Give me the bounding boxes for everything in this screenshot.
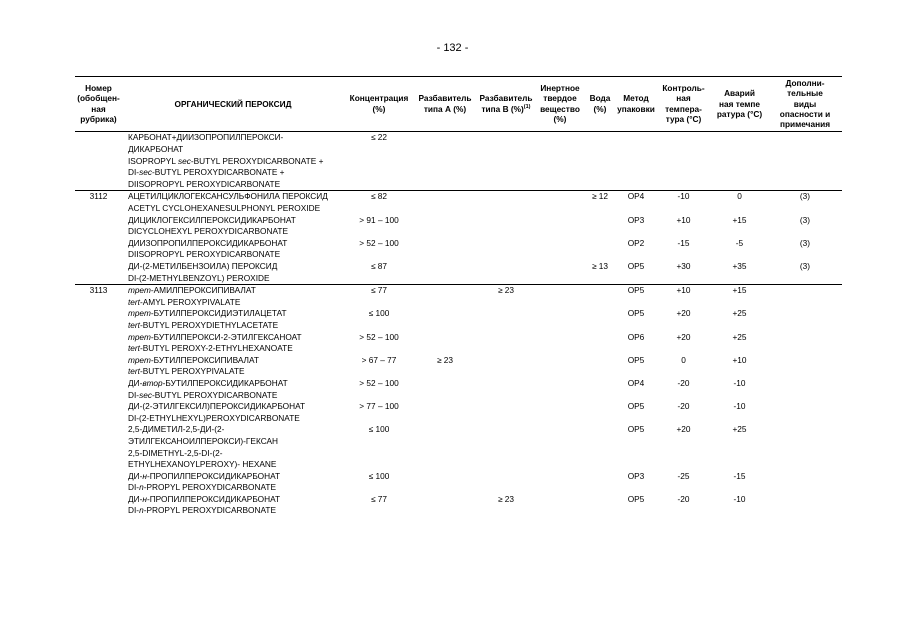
- name-line: DI-sec-BUTYL PEROXYDICARBONATE: [128, 389, 278, 400]
- name-line: КАРБОНАТ+ДИИЗОПРОПИЛПЕРОКСИ-: [128, 132, 284, 143]
- cell-inert: [536, 471, 584, 494]
- name-line: DI-n-PROPYL PEROXYDICARBONATE: [128, 505, 277, 516]
- cell-inert: [536, 261, 584, 285]
- cell-name: [122, 308, 344, 331]
- cell-diluent-a: [414, 401, 476, 424]
- header-line: упаковки: [617, 103, 655, 114]
- cell-name: [122, 471, 344, 494]
- cell-number: [75, 332, 122, 355]
- cell-emergency-temp: +25: [732, 308, 747, 319]
- cell-control-temp: -15: [677, 237, 690, 248]
- cell-concentration: ≤ 82: [344, 191, 414, 215]
- cell-concentration: > 52 – 100: [359, 377, 399, 388]
- table-row: [75, 401, 842, 424]
- name-line: tert-BUTYL PEROXYDIETHYLACETATE: [128, 319, 279, 330]
- header-line: типа А (%): [423, 103, 467, 114]
- cell-inert: [536, 494, 584, 517]
- table-header-row: [75, 77, 842, 132]
- name-line: tert-BUTYL PEROXYPIVALATE: [128, 366, 245, 377]
- header-line: (%): [593, 103, 607, 114]
- name-line: tert-BUTYL PEROXY-2-ETHYLHEXANOATE: [128, 343, 293, 354]
- cell-diluent-b: [476, 261, 536, 285]
- name-line: трет-БУТИЛПЕРОКСИПИВАЛАТ: [128, 354, 259, 365]
- name-line: ДИ-н-ПРОПИЛПЕРОКСИДИКАРБОНАТ: [128, 493, 281, 504]
- header-line: вещество: [540, 103, 580, 114]
- cell-water: [584, 132, 616, 191]
- cell-control-temp: -20: [677, 401, 690, 412]
- cell-notes: [768, 332, 842, 355]
- cell-diluent-b: [476, 332, 536, 355]
- cell-packing-method: [616, 132, 656, 191]
- cell-water: [584, 471, 616, 494]
- header-line: тура (°С): [665, 114, 702, 125]
- cell-name: [122, 378, 344, 401]
- cell-water: [584, 285, 616, 309]
- cell-concentration: ≤ 77: [370, 493, 388, 504]
- cell-diluent-a: [414, 215, 476, 238]
- cell-number: [75, 215, 122, 238]
- table-row: [75, 494, 842, 517]
- cell-number: [75, 424, 122, 470]
- cell-water: [584, 494, 616, 517]
- table-row: [75, 355, 842, 378]
- cell-control-temp: +30: [676, 261, 691, 272]
- cell-inert: [536, 378, 584, 401]
- name-line: DI-sec-BUTYL PEROXYDICARBONATE +: [128, 167, 285, 178]
- table-body: [75, 132, 842, 517]
- cell-concentration: > 52 – 100: [359, 331, 399, 342]
- cell-diluent-b: ≥ 23: [497, 493, 515, 504]
- cell-inert: [536, 238, 584, 261]
- name-line: ACETYL CYCLOHEXANESULPHONYL PEROXIDE: [128, 203, 321, 214]
- header-emergency-temp: [711, 77, 768, 132]
- table-row: [75, 471, 842, 494]
- cell-name: [122, 191, 344, 215]
- cell-inert: [536, 401, 584, 424]
- header-additional: [768, 77, 842, 132]
- cell-notes: [768, 285, 842, 309]
- cell-emergency-temp: +25: [732, 331, 747, 342]
- cell-name: [122, 132, 344, 191]
- cell-control-temp: [656, 132, 711, 191]
- header-line: Контроль-: [662, 83, 705, 94]
- cell-emergency-temp: +10: [732, 354, 747, 365]
- cell-name: [122, 261, 344, 285]
- name-line: DI-(2-ETHYLHEXYL)PEROXYDICARBONATE: [128, 412, 300, 423]
- cell-emergency-temp: 0: [711, 191, 768, 215]
- table-row: [75, 191, 842, 215]
- cell-control-temp: +20: [676, 308, 691, 319]
- cell-number: 3112: [75, 191, 122, 215]
- header-line: Разбавитель: [418, 93, 472, 104]
- cell-concentration: ≤ 87: [370, 261, 388, 272]
- name-line: ЭТИЛГЕКСАНОИЛПЕРОКСИ)-ГЕКСАН: [128, 435, 279, 446]
- cell-packing-method: OP5: [627, 354, 645, 365]
- name-line: ДИКАРБОНАТ: [128, 144, 184, 155]
- cell-diluent-b: [476, 238, 536, 261]
- cell-water: ≥ 13: [591, 261, 609, 272]
- cell-number: [75, 355, 122, 378]
- cell-emergency-temp: +25: [732, 424, 747, 435]
- cell-emergency-temp: -10: [733, 377, 746, 388]
- cell-notes: [768, 401, 842, 424]
- cell-notes: (3): [799, 237, 811, 248]
- footnote-ref: (1): [523, 103, 531, 110]
- cell-water: [584, 378, 616, 401]
- header-line: ная: [676, 93, 691, 104]
- header-name: ОРГАНИЧЕСКИЙ ПЕРОКСИД: [174, 98, 292, 109]
- header-line: опасности и: [779, 108, 831, 119]
- cell-number: [75, 132, 122, 191]
- cell-concentration: ≤ 100: [368, 424, 390, 435]
- cell-diluent-a: [414, 261, 476, 285]
- cell-control-temp: -20: [677, 377, 690, 388]
- name-line: АЦЕТИЛЦИКЛОГЕКСАНСУЛЬФОНИЛА ПЕРОКСИД: [128, 191, 328, 202]
- header-line: Аварий: [724, 88, 755, 99]
- page-number: - 132 -: [436, 42, 469, 54]
- cell-diluent-a: [414, 238, 476, 261]
- cell-diluent-a: [414, 308, 476, 331]
- cell-diluent-b: [476, 191, 536, 215]
- name-line: DIISOPROPYL PEROXYDICARBONATE: [128, 249, 281, 260]
- header-water: [584, 77, 616, 132]
- name-line: трет-БУТИЛПЕРОКСИДИЭТИЛАЦЕТАТ: [128, 308, 287, 319]
- cell-emergency-temp: +35: [732, 261, 747, 272]
- cell-packing-method: OP3: [627, 214, 645, 225]
- cell-water: [584, 215, 616, 238]
- header-packing: [616, 77, 656, 132]
- header-line: Номер: [85, 83, 112, 94]
- cell-water: [584, 238, 616, 261]
- cell-notes: [768, 378, 842, 401]
- cell-diluent-b: [476, 355, 536, 378]
- cell-concentration: > 52 – 100: [359, 237, 399, 248]
- cell-inert: [536, 355, 584, 378]
- cell-diluent-b: [476, 308, 536, 331]
- cell-notes: [768, 132, 842, 191]
- cell-concentration: ≤ 77: [344, 285, 414, 309]
- cell-diluent-a: [414, 285, 476, 309]
- cell-packing-method: OP5: [627, 308, 645, 319]
- header-number: [75, 77, 122, 132]
- table-row: [75, 308, 842, 331]
- cell-diluent-a: [414, 494, 476, 517]
- cell-name: [122, 215, 344, 238]
- header-inert: [536, 77, 584, 132]
- header-line: ная: [91, 103, 106, 114]
- cell-water: [584, 401, 616, 424]
- header-line: ная темпе: [718, 98, 761, 109]
- name-line: DI-(2-METHYLBENZOYL) PEROXIDE: [128, 272, 270, 283]
- cell-emergency-temp: [711, 132, 768, 191]
- cell-name: [122, 494, 344, 517]
- name-line: tert-AMYL PEROXYPIVALATE: [128, 296, 241, 307]
- cell-packing-method: OP4: [616, 191, 656, 215]
- header-line: примечания: [779, 119, 831, 130]
- cell-diluent-b: [476, 378, 536, 401]
- cell-water: [584, 424, 616, 470]
- table-row: [75, 285, 842, 309]
- cell-packing-method: OP5: [627, 424, 645, 435]
- cell-inert: [536, 132, 584, 191]
- cell-diluent-a: [414, 471, 476, 494]
- header-concentration: [344, 77, 414, 132]
- cell-inert: [536, 332, 584, 355]
- cell-diluent-b: [476, 471, 536, 494]
- header-line: (обобщен-: [77, 93, 120, 104]
- name-line: ДИИЗОПРОПИЛПЕРОКСИДИКАРБОНАТ: [128, 237, 288, 248]
- cell-packing-method: OP5: [616, 285, 656, 309]
- cell-number: [75, 378, 122, 401]
- cell-emergency-temp: -5: [735, 237, 744, 248]
- cell-inert: [536, 308, 584, 331]
- table-row: [75, 424, 842, 470]
- name-line: DICYCLOHEXYL PEROXYDICARBONATE: [128, 226, 288, 237]
- cell-water: ≥ 12: [584, 191, 616, 215]
- header-line: (%): [553, 114, 567, 125]
- cell-packing-method: OP5: [627, 401, 645, 412]
- cell-diluent-b: [476, 401, 536, 424]
- name-line: ДИ-(2-МЕТИЛБЕНЗОИЛА) ПЕРОКСИД: [128, 261, 278, 272]
- name-line: 2,5-DIMETHYL-2,5-DI-(2-: [128, 447, 223, 458]
- cell-number: [75, 261, 122, 285]
- header-line: рубрика): [80, 114, 117, 125]
- cell-number: [75, 471, 122, 494]
- cell-inert: [536, 191, 584, 215]
- header-line: Вода: [589, 93, 611, 104]
- cell-packing-method: OP3: [627, 470, 645, 481]
- cell-control-temp: +10: [676, 214, 691, 225]
- header-line: (%): [372, 103, 386, 114]
- cell-concentration: > 91 – 100: [359, 214, 399, 225]
- cell-control-temp: 0: [681, 354, 686, 365]
- cell-packing-method: OP6: [627, 331, 645, 342]
- cell-concentration: > 77 – 100: [359, 401, 399, 412]
- table-row: [75, 332, 842, 355]
- name-line: ДИЦИКЛОГЕКСИЛПЕРОКСИДИКАРБОНАТ: [128, 214, 296, 225]
- name-line: трет-АМИЛПЕРОКСИПИВАЛАТ: [128, 285, 256, 296]
- cell-emergency-temp: -10: [733, 401, 746, 412]
- name-line: ДИ-(2-ЭТИЛГЕКСИЛ)ПЕРОКСИДИКАРБОНАТ: [128, 401, 306, 412]
- header-line: Метод: [623, 93, 649, 104]
- name-line: 2,5-ДИМЕТИЛ-2,5-ДИ-(2-: [128, 424, 225, 435]
- name-line: ETHYLHEXANOYLPEROXY)- HEXANE: [128, 459, 277, 470]
- cell-number: [75, 238, 122, 261]
- cell-concentration: ≤ 100: [368, 308, 390, 319]
- header-diluent-a: [414, 77, 476, 132]
- cell-diluent-a: [414, 191, 476, 215]
- header-control-temp: [656, 77, 711, 132]
- name-line: ISOPROPYL sec-BUTYL PEROXYDICARBONATE +: [128, 155, 324, 166]
- cell-emergency-temp: -10: [733, 493, 746, 504]
- cell-notes: [768, 424, 842, 470]
- table-row: [75, 378, 842, 401]
- cell-number: [75, 401, 122, 424]
- cell-notes: (3): [799, 214, 811, 225]
- cell-notes: (3): [768, 191, 842, 215]
- cell-number: [75, 308, 122, 331]
- cell-control-temp: +10: [656, 285, 711, 309]
- cell-name: [122, 332, 344, 355]
- cell-diluent-b: [476, 424, 536, 470]
- cell-notes: [768, 308, 842, 331]
- cell-notes: [768, 355, 842, 378]
- cell-control-temp: -10: [656, 191, 711, 215]
- cell-control-temp: +20: [676, 331, 691, 342]
- cell-name: [122, 355, 344, 378]
- name-line: трет-БУТИЛПЕРОКСИ-2-ЭТИЛГЕКСАНОАТ: [128, 331, 302, 342]
- cell-name: [122, 238, 344, 261]
- cell-diluent-b: [476, 215, 536, 238]
- organic-peroxide-table: [75, 76, 842, 517]
- cell-packing-method: OP5: [627, 493, 645, 504]
- name-line: ДИ-н-ПРОПИЛПЕРОКСИДИКАРБОНАТ: [128, 470, 281, 481]
- cell-diluent-a: [414, 424, 476, 470]
- cell-number: 3113: [75, 285, 122, 309]
- cell-packing-method: OP4: [627, 377, 645, 388]
- cell-number: [75, 494, 122, 517]
- cell-concentration: ≤ 100: [368, 470, 390, 481]
- cell-name: [122, 424, 344, 470]
- header-line: темпера-: [665, 103, 702, 114]
- cell-notes: (3): [799, 261, 811, 272]
- header-line: виды: [793, 98, 817, 109]
- cell-control-temp: +20: [676, 424, 691, 435]
- header-line: твердое: [543, 93, 577, 104]
- cell-name: [122, 401, 344, 424]
- name-line: ДИ-втор-БУТИЛПЕРОКСИДИКАРБОНАТ: [128, 377, 288, 388]
- header-line: Концентрация: [349, 93, 409, 104]
- table-row: [75, 261, 842, 285]
- cell-water: [584, 355, 616, 378]
- header-diluent-b: [476, 77, 536, 132]
- cell-diluent-b: ≥ 23: [476, 285, 536, 309]
- cell-concentration: ≤ 22: [370, 132, 388, 143]
- cell-diluent-a: [414, 332, 476, 355]
- cell-diluent-a: [414, 132, 476, 191]
- cell-diluent-a: ≥ 23: [436, 354, 454, 365]
- table-row: [75, 132, 842, 191]
- header-diluent-b-line1: Разбавитель: [479, 93, 533, 104]
- cell-notes: [768, 494, 842, 517]
- cell-packing-method: OP2: [627, 237, 645, 248]
- cell-packing-method: OP5: [627, 261, 645, 272]
- table-row: [75, 238, 842, 261]
- header-diluent-b-line2: типа В (%)$^{(1)}$: [481, 103, 531, 114]
- cell-inert: [536, 285, 584, 309]
- cell-emergency-temp: -15: [733, 470, 746, 481]
- cell-name: [122, 285, 344, 309]
- cell-notes: [768, 471, 842, 494]
- cell-control-temp: -20: [677, 493, 690, 504]
- cell-inert: [536, 424, 584, 470]
- cell-emergency-temp: +15: [732, 214, 747, 225]
- table-row: [75, 215, 842, 238]
- header-line: тельные: [787, 88, 823, 99]
- cell-diluent-a: [414, 378, 476, 401]
- cell-diluent-b: [476, 132, 536, 191]
- name-line: DI-n-PROPYL PEROXYDICARBONATE: [128, 482, 277, 493]
- cell-water: [584, 308, 616, 331]
- cell-control-temp: -25: [677, 470, 690, 481]
- cell-emergency-temp: +15: [711, 285, 768, 309]
- header-line: Дополни-: [785, 78, 825, 88]
- cell-concentration: > 67 – 77: [361, 354, 397, 365]
- cell-water: [584, 332, 616, 355]
- name-line: DIISOPROPYL PEROXYDICARBONATE: [128, 178, 281, 189]
- header-line: Инертное: [540, 83, 580, 94]
- header-line: ратура (°С): [716, 108, 763, 119]
- cell-inert: [536, 215, 584, 238]
